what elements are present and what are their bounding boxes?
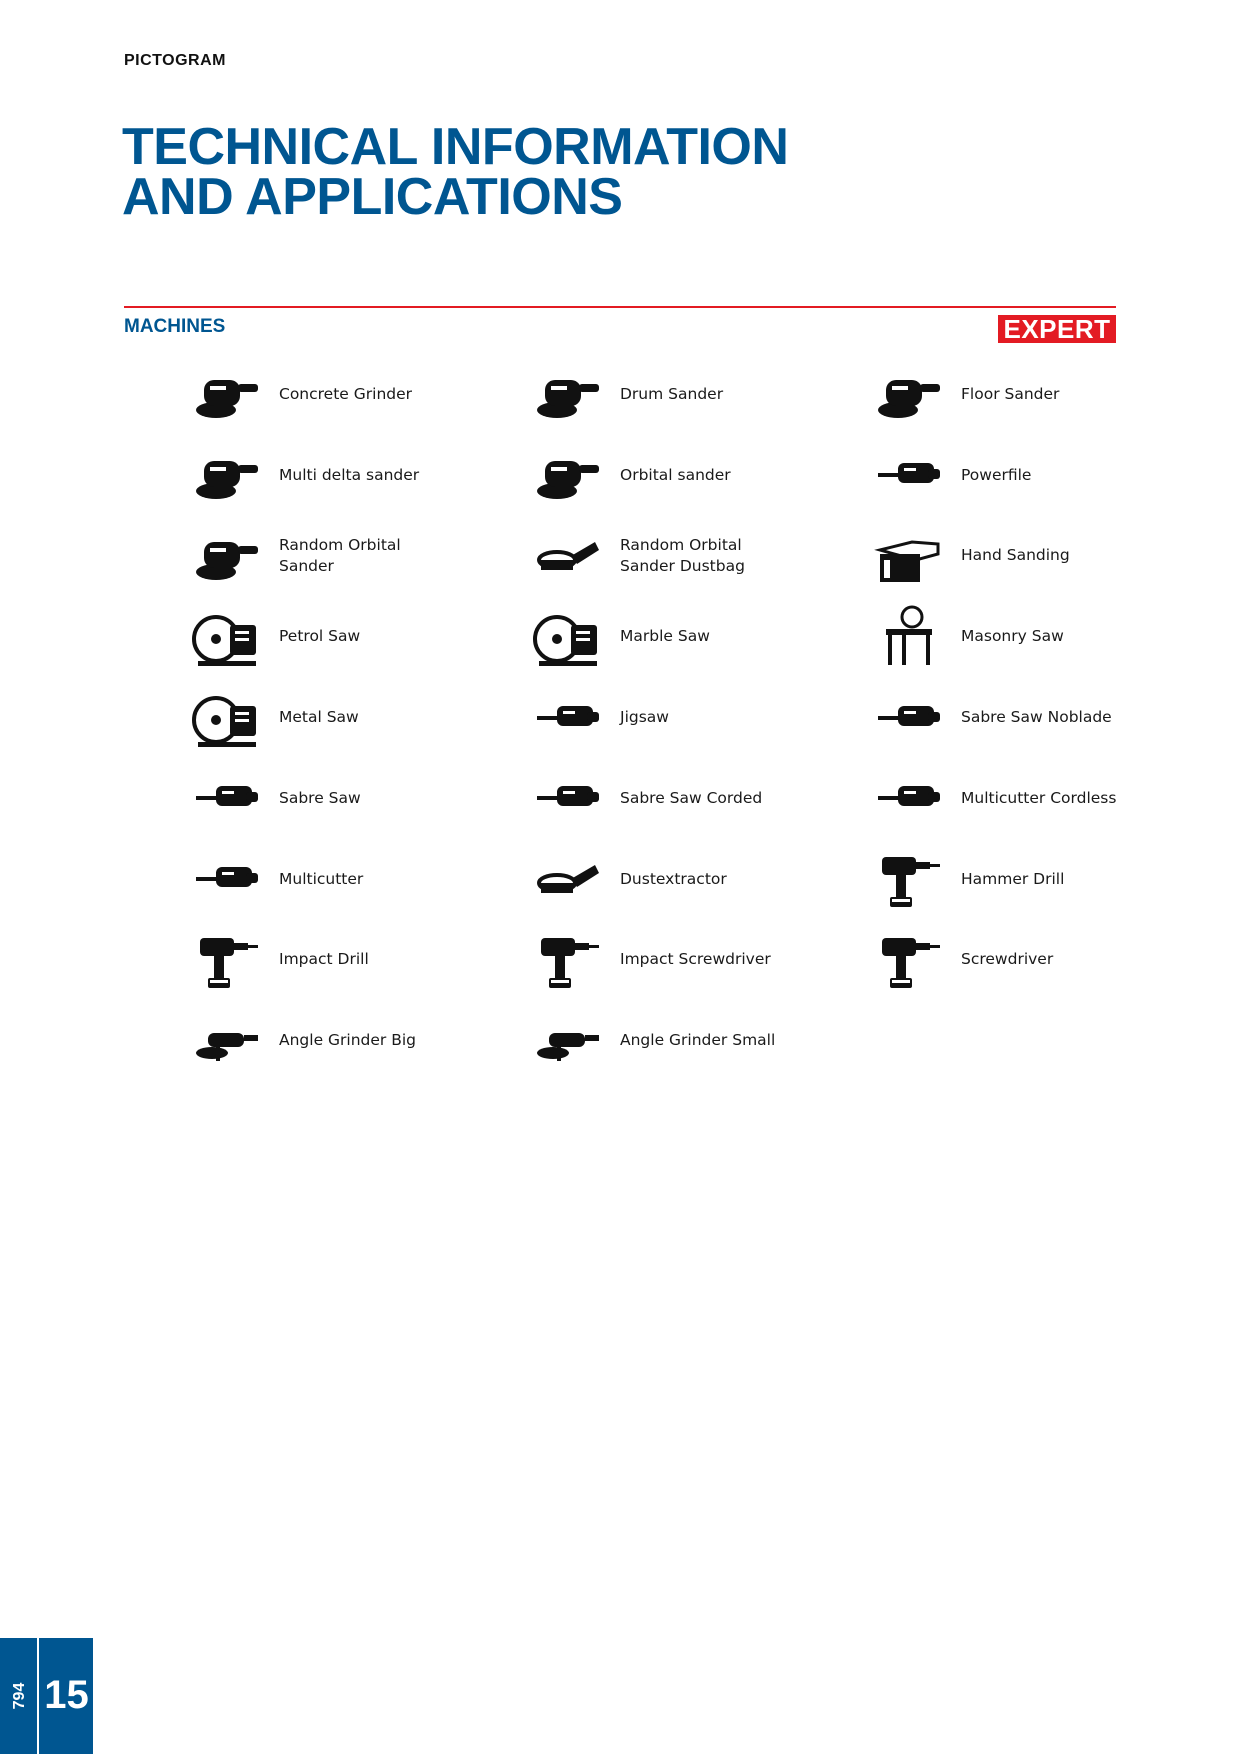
machine-item xyxy=(531,596,872,677)
metal-saw-icon xyxy=(190,682,264,754)
machine-label: Marble Saw xyxy=(620,627,710,646)
machine-item xyxy=(190,596,531,677)
page-tab xyxy=(0,1638,93,1754)
machine-label: Angle Grinder Big xyxy=(279,1031,417,1050)
floor-sander-icon xyxy=(872,358,946,430)
marble-saw-icon xyxy=(531,601,605,673)
machine-item xyxy=(872,354,1213,435)
machine-item xyxy=(531,516,872,597)
machine-item xyxy=(190,516,531,597)
page-title xyxy=(122,118,789,226)
machine-label: Screwdriver xyxy=(961,950,1054,969)
machine-item xyxy=(531,435,872,516)
machine-item xyxy=(872,435,1213,516)
machine-item xyxy=(872,758,1213,839)
machine-label: Sabre Saw Noblade xyxy=(961,708,1112,727)
angle-grinder-small-icon xyxy=(531,1005,605,1077)
sabre-saw-corded-icon xyxy=(531,762,605,834)
machine-label: Dustextractor xyxy=(620,869,727,888)
petrol-saw-icon xyxy=(190,601,264,673)
machine-item xyxy=(531,1000,872,1081)
machine-item xyxy=(190,839,531,920)
machine-item xyxy=(872,516,1213,597)
machine-label: Multicutter xyxy=(279,869,364,888)
dustextractor-icon xyxy=(531,843,605,915)
machine-label: Floor Sander xyxy=(961,384,1060,403)
machine-item xyxy=(872,677,1213,758)
machine-grid xyxy=(190,354,1213,1081)
machine-item xyxy=(531,677,872,758)
machine-item xyxy=(531,354,872,435)
machine-item xyxy=(872,596,1213,677)
machine-item xyxy=(872,920,1213,1001)
machine-item xyxy=(190,758,531,839)
machine-item xyxy=(872,839,1213,920)
machine-item xyxy=(190,354,531,435)
orbital-sander-icon xyxy=(531,439,605,511)
machine-item xyxy=(531,920,872,1001)
machines-heading: MACHINES xyxy=(124,316,226,337)
machine-item xyxy=(190,920,531,1001)
page-title-line-1: TECHNICAL INFORMATION xyxy=(122,118,789,176)
hammer-drill-icon xyxy=(872,843,946,915)
machine-label: Powerfile xyxy=(961,465,1032,484)
hand-sanding-icon xyxy=(872,520,946,592)
sabre-saw-noblade-icon xyxy=(872,682,946,754)
machine-label: Jigsaw xyxy=(620,708,669,727)
machine-item xyxy=(531,839,872,920)
expert-badge: EXPERT xyxy=(998,315,1116,343)
page-tab-divider xyxy=(37,1638,39,1754)
machine-label: Hand Sanding xyxy=(961,546,1070,565)
impact-screwdriver-icon xyxy=(531,924,605,996)
machine-label: Petrol Saw xyxy=(279,627,361,646)
machine-label: Sabre Saw Corded xyxy=(620,788,763,807)
random-orbital-sander-icon xyxy=(190,520,264,592)
machine-label: Hammer Drill xyxy=(961,869,1065,888)
machine-item xyxy=(190,1000,531,1081)
impact-drill-icon xyxy=(190,924,264,996)
multicutter-icon xyxy=(190,843,264,915)
masonry-saw-icon xyxy=(872,601,946,673)
page-number: 794 xyxy=(11,1682,28,1710)
screwdriver-icon xyxy=(872,924,946,996)
jigsaw-icon xyxy=(531,682,605,754)
machine-item xyxy=(531,758,872,839)
powerfile-icon xyxy=(872,439,946,511)
sabre-saw-icon xyxy=(190,762,264,834)
machine-label: Orbital sander xyxy=(620,465,731,484)
concrete-grinder-icon xyxy=(190,358,264,430)
drum-sander-icon xyxy=(531,358,605,430)
chapter-number: 15 xyxy=(44,1673,89,1717)
machine-label: Impact Screwdriver xyxy=(620,950,771,969)
section-divider xyxy=(124,306,1116,308)
multicutter-cordless-icon xyxy=(872,762,946,834)
machine-label: Angle Grinder Small xyxy=(620,1031,776,1050)
machine-label: Impact Drill xyxy=(279,950,369,969)
machine-label: Metal Saw xyxy=(279,708,359,727)
machine-label: Drum Sander xyxy=(620,384,724,403)
machine-label: Concrete Grinder xyxy=(279,384,413,403)
machine-label: Multicutter Cordless xyxy=(961,788,1117,807)
machine-label: Random Orbital Sander xyxy=(279,535,401,575)
multi-delta-sander-icon xyxy=(190,439,264,511)
machine-label: Masonry Saw xyxy=(961,627,1064,646)
machine-label: Random Orbital Sander Dustbag xyxy=(620,535,745,575)
section-label: PICTOGRAM xyxy=(124,52,226,69)
machine-label: Sabre Saw xyxy=(279,788,361,807)
machine-label: Multi delta sander xyxy=(279,465,420,484)
random-orbital-sander-dustbag-icon xyxy=(531,520,605,592)
page-title-line-2: AND APPLICATIONS xyxy=(122,168,623,226)
machine-item xyxy=(190,435,531,516)
machine-item xyxy=(190,677,531,758)
angle-grinder-big-icon xyxy=(190,1005,264,1077)
